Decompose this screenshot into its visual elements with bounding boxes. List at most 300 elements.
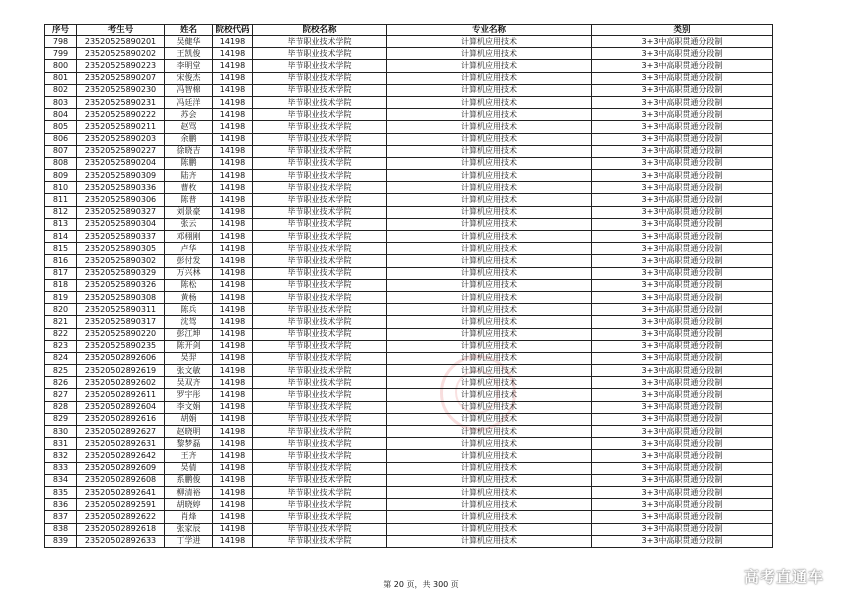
cell-name: 吴双齐 xyxy=(165,377,213,389)
cell-school-code: 14198 xyxy=(213,426,253,438)
cell-school-code: 14198 xyxy=(213,291,253,303)
cell-school-code: 14198 xyxy=(213,145,253,157)
table-row xyxy=(45,450,773,462)
cell-name: 彭江坤 xyxy=(165,328,213,340)
brand-watermark: 高考直通车 xyxy=(743,568,824,586)
cell-major-name: 计算机应用技术 xyxy=(387,352,592,364)
cell-major-name: 计算机应用技术 xyxy=(387,535,592,547)
cell-index: 823 xyxy=(45,340,77,352)
cell-school-name: 毕节职业技术学院 xyxy=(253,401,387,413)
table-row xyxy=(45,474,773,486)
cell-category: 3+3中高职贯通分段制 xyxy=(592,474,773,486)
table-row xyxy=(45,523,773,535)
cell-school-name: 毕节职业技术学院 xyxy=(253,243,387,255)
cell-index: 801 xyxy=(45,72,77,84)
cell-category: 3+3中高职贯通分段制 xyxy=(592,462,773,474)
cell-category: 3+3中高职贯通分段制 xyxy=(592,84,773,96)
cell-name: 吴健华 xyxy=(165,36,213,48)
cell-school-name: 毕节职业技术学院 xyxy=(253,157,387,169)
cell-name: 胡娟 xyxy=(165,413,213,425)
cell-category: 3+3中高职贯通分段制 xyxy=(592,36,773,48)
cell-exam-id: 23520502892606 xyxy=(77,352,165,364)
cell-index: 838 xyxy=(45,523,77,535)
cell-category: 3+3中高职贯通分段制 xyxy=(592,365,773,377)
cell-exam-id: 23520525890203 xyxy=(77,133,165,145)
cell-index: 828 xyxy=(45,401,77,413)
cell-exam-id: 23520525890223 xyxy=(77,60,165,72)
cell-major-name: 计算机应用技术 xyxy=(387,206,592,218)
cell-school-code: 14198 xyxy=(213,316,253,328)
cell-exam-id: 23520525890302 xyxy=(77,255,165,267)
cell-name: 冯智棉 xyxy=(165,84,213,96)
cell-major-name: 计算机应用技术 xyxy=(387,462,592,474)
cell-index: 830 xyxy=(45,426,77,438)
header-exam-id: 考生号 xyxy=(77,25,165,36)
cell-exam-id: 23520525890201 xyxy=(77,36,165,48)
cell-school-code: 14198 xyxy=(213,96,253,108)
table-row xyxy=(45,48,773,60)
cell-category: 3+3中高职贯通分段制 xyxy=(592,401,773,413)
cell-major-name: 计算机应用技术 xyxy=(387,36,592,48)
cell-school-name: 毕节职业技术学院 xyxy=(253,194,387,206)
cell-exam-id: 23520502892616 xyxy=(77,413,165,425)
table-row xyxy=(45,340,773,352)
cell-name: 李文娟 xyxy=(165,401,213,413)
cell-major-name: 计算机应用技术 xyxy=(387,426,592,438)
cell-exam-id: 23520525890204 xyxy=(77,157,165,169)
cell-school-name: 毕节职业技术学院 xyxy=(253,377,387,389)
cell-category: 3+3中高职贯通分段制 xyxy=(592,450,773,462)
cell-school-code: 14198 xyxy=(213,36,253,48)
cell-school-name: 毕节职业技术学院 xyxy=(253,255,387,267)
cell-category: 3+3中高职贯通分段制 xyxy=(592,438,773,450)
cell-school-code: 14198 xyxy=(213,170,253,182)
cell-school-code: 14198 xyxy=(213,109,253,121)
cell-exam-id: 23520502892611 xyxy=(77,389,165,401)
cell-school-code: 14198 xyxy=(213,84,253,96)
table-row xyxy=(45,413,773,425)
cell-exam-id: 23520502892619 xyxy=(77,365,165,377)
table-row xyxy=(45,535,773,547)
table-row xyxy=(45,170,773,182)
cell-school-name: 毕节职业技术学院 xyxy=(253,389,387,401)
table-row xyxy=(45,194,773,206)
cell-school-code: 14198 xyxy=(213,377,253,389)
cell-school-name: 毕节职业技术学院 xyxy=(253,291,387,303)
cell-school-name: 毕节职业技术学院 xyxy=(253,438,387,450)
cell-index: 835 xyxy=(45,486,77,498)
cell-school-name: 毕节职业技术学院 xyxy=(253,450,387,462)
cell-index: 806 xyxy=(45,133,77,145)
cell-major-name: 计算机应用技术 xyxy=(387,365,592,377)
cell-school-code: 14198 xyxy=(213,304,253,316)
cell-school-name: 毕节职业技术学院 xyxy=(253,304,387,316)
cell-school-code: 14198 xyxy=(213,486,253,498)
cell-school-code: 14198 xyxy=(213,60,253,72)
cell-school-code: 14198 xyxy=(213,340,253,352)
cell-index: 810 xyxy=(45,182,77,194)
cell-index: 839 xyxy=(45,535,77,547)
cell-category: 3+3中高职贯通分段制 xyxy=(592,218,773,230)
cell-name: 吴羿 xyxy=(165,352,213,364)
cell-category: 3+3中高职贯通分段制 xyxy=(592,231,773,243)
cell-index: 805 xyxy=(45,121,77,133)
cell-school-code: 14198 xyxy=(213,365,253,377)
table-row xyxy=(45,255,773,267)
cell-school-code: 14198 xyxy=(213,279,253,291)
cell-school-code: 14198 xyxy=(213,157,253,169)
cell-index: 802 xyxy=(45,84,77,96)
cell-school-name: 毕节职业技术学院 xyxy=(253,72,387,84)
cell-school-code: 14198 xyxy=(213,413,253,425)
cell-index: 826 xyxy=(45,377,77,389)
cell-category: 3+3中高职贯通分段制 xyxy=(592,72,773,84)
table-row xyxy=(45,304,773,316)
cell-major-name: 计算机应用技术 xyxy=(387,474,592,486)
cell-name: 宋俊杰 xyxy=(165,72,213,84)
cell-school-code: 14198 xyxy=(213,121,253,133)
cell-name: 张家辰 xyxy=(165,523,213,535)
cell-index: 812 xyxy=(45,206,77,218)
table-row xyxy=(45,36,773,48)
cell-category: 3+3中高职贯通分段制 xyxy=(592,267,773,279)
cell-name: 余鹏 xyxy=(165,133,213,145)
cell-major-name: 计算机应用技术 xyxy=(387,450,592,462)
cell-major-name: 计算机应用技术 xyxy=(387,267,592,279)
cell-index: 824 xyxy=(45,352,77,364)
cell-category: 3+3中高职贯通分段制 xyxy=(592,486,773,498)
cell-category: 3+3中高职贯通分段制 xyxy=(592,389,773,401)
cell-category: 3+3中高职贯通分段制 xyxy=(592,60,773,72)
cell-exam-id: 23520502892591 xyxy=(77,499,165,511)
cell-school-name: 毕节职业技术学院 xyxy=(253,316,387,328)
cell-name: 徐晓吉 xyxy=(165,145,213,157)
cell-exam-id: 23520525890231 xyxy=(77,96,165,108)
cell-school-code: 14198 xyxy=(213,206,253,218)
cell-major-name: 计算机应用技术 xyxy=(387,60,592,72)
cell-index: 816 xyxy=(45,255,77,267)
cell-index: 803 xyxy=(45,96,77,108)
cell-name: 肖烽 xyxy=(165,511,213,523)
cell-major-name: 计算机应用技术 xyxy=(387,328,592,340)
cell-index: 817 xyxy=(45,267,77,279)
cell-major-name: 计算机应用技术 xyxy=(387,157,592,169)
cell-school-code: 14198 xyxy=(213,535,253,547)
cell-major-name: 计算机应用技术 xyxy=(387,340,592,352)
cell-school-name: 毕节职业技术学院 xyxy=(253,231,387,243)
cell-school-name: 毕节职业技术学院 xyxy=(253,486,387,498)
cell-category: 3+3中高职贯通分段制 xyxy=(592,109,773,121)
cell-name: 陆齐 xyxy=(165,170,213,182)
cell-major-name: 计算机应用技术 xyxy=(387,84,592,96)
cell-exam-id: 23520525890222 xyxy=(77,109,165,121)
cell-category: 3+3中高职贯通分段制 xyxy=(592,523,773,535)
cell-category: 3+3中高职贯通分段制 xyxy=(592,96,773,108)
table-body xyxy=(45,36,773,548)
cell-major-name: 计算机应用技术 xyxy=(387,145,592,157)
cell-school-name: 毕节职业技术学院 xyxy=(253,340,387,352)
table-row xyxy=(45,316,773,328)
cell-index: 836 xyxy=(45,499,77,511)
cell-school-code: 14198 xyxy=(213,462,253,474)
cell-school-name: 毕节职业技术学院 xyxy=(253,511,387,523)
cell-school-code: 14198 xyxy=(213,450,253,462)
cell-category: 3+3中高职贯通分段制 xyxy=(592,145,773,157)
header-school-name: 院校名称 xyxy=(253,25,387,36)
cell-category: 3+3中高职贯通分段制 xyxy=(592,255,773,267)
cell-index: 832 xyxy=(45,450,77,462)
cell-school-code: 14198 xyxy=(213,194,253,206)
cell-exam-id: 23520525890336 xyxy=(77,182,165,194)
cell-index: 820 xyxy=(45,304,77,316)
cell-school-name: 毕节职业技术学院 xyxy=(253,267,387,279)
table-row xyxy=(45,352,773,364)
cell-major-name: 计算机应用技术 xyxy=(387,255,592,267)
cell-school-code: 14198 xyxy=(213,267,253,279)
cell-exam-id: 23520502892631 xyxy=(77,438,165,450)
cell-name: 王齐 xyxy=(165,450,213,462)
cell-name: 李明堂 xyxy=(165,60,213,72)
cell-school-code: 14198 xyxy=(213,438,253,450)
cell-major-name: 计算机应用技术 xyxy=(387,438,592,450)
cell-major-name: 计算机应用技术 xyxy=(387,194,592,206)
cell-school-code: 14198 xyxy=(213,48,253,60)
cell-category: 3+3中高职贯通分段制 xyxy=(592,413,773,425)
cell-school-name: 毕节职业技术学院 xyxy=(253,523,387,535)
cell-school-code: 14198 xyxy=(213,328,253,340)
header-name: 姓名 xyxy=(165,25,213,36)
cell-name: 陈开剑 xyxy=(165,340,213,352)
page-number: 第 20 页，共 300 页 xyxy=(383,580,459,589)
cell-index: 799 xyxy=(45,48,77,60)
table-row xyxy=(45,401,773,413)
cell-exam-id: 23520502892627 xyxy=(77,426,165,438)
cell-exam-id: 23520525890235 xyxy=(77,340,165,352)
cell-major-name: 计算机应用技术 xyxy=(387,389,592,401)
cell-category: 3+3中高职贯通分段制 xyxy=(592,511,773,523)
cell-exam-id: 23520525890304 xyxy=(77,218,165,230)
cell-school-name: 毕节职业技术学院 xyxy=(253,352,387,364)
table-row xyxy=(45,121,773,133)
cell-category: 3+3中高职贯通分段制 xyxy=(592,279,773,291)
cell-school-name: 毕节职业技术学院 xyxy=(253,84,387,96)
cell-name: 苏会 xyxy=(165,109,213,121)
cell-major-name: 计算机应用技术 xyxy=(387,401,592,413)
table-row xyxy=(45,145,773,157)
cell-school-name: 毕节职业技术学院 xyxy=(253,96,387,108)
table-row xyxy=(45,267,773,279)
cell-school-name: 毕节职业技术学院 xyxy=(253,60,387,72)
cell-index: 800 xyxy=(45,60,77,72)
cell-exam-id: 23520502892641 xyxy=(77,486,165,498)
cell-name: 陈兵 xyxy=(165,304,213,316)
table-row xyxy=(45,206,773,218)
cell-index: 834 xyxy=(45,474,77,486)
table-row xyxy=(45,486,773,498)
table-row xyxy=(45,243,773,255)
cell-name: 罗宇彤 xyxy=(165,389,213,401)
cell-exam-id: 23520525890327 xyxy=(77,206,165,218)
cell-major-name: 计算机应用技术 xyxy=(387,413,592,425)
cell-name: 张云 xyxy=(165,218,213,230)
table-row xyxy=(45,109,773,121)
cell-category: 3+3中高职贯通分段制 xyxy=(592,291,773,303)
cell-index: 831 xyxy=(45,438,77,450)
cell-exam-id: 23520525890230 xyxy=(77,84,165,96)
cell-major-name: 计算机应用技术 xyxy=(387,170,592,182)
cell-exam-id: 23520525890305 xyxy=(77,243,165,255)
cell-category: 3+3中高职贯通分段制 xyxy=(592,243,773,255)
cell-category: 3+3中高职贯通分段制 xyxy=(592,121,773,133)
cell-name: 刘景豪 xyxy=(165,206,213,218)
table-row xyxy=(45,218,773,230)
cell-major-name: 计算机应用技术 xyxy=(387,279,592,291)
cell-school-name: 毕节职业技术学院 xyxy=(253,279,387,291)
cell-exam-id: 23520525890311 xyxy=(77,304,165,316)
cell-school-code: 14198 xyxy=(213,72,253,84)
table-row xyxy=(45,291,773,303)
table-row xyxy=(45,96,773,108)
cell-exam-id: 23520502892602 xyxy=(77,377,165,389)
cell-category: 3+3中高职贯通分段制 xyxy=(592,535,773,547)
cell-category: 3+3中高职贯通分段制 xyxy=(592,133,773,145)
table-row xyxy=(45,438,773,450)
cell-school-code: 14198 xyxy=(213,511,253,523)
cell-school-name: 毕节职业技术学院 xyxy=(253,462,387,474)
header-major-name: 专业名称 xyxy=(387,25,592,36)
cell-exam-id: 23520502892642 xyxy=(77,450,165,462)
cell-category: 3+3中高职贯通分段制 xyxy=(592,157,773,169)
header-school-code: 院校代码 xyxy=(213,25,253,36)
table-row xyxy=(45,72,773,84)
cell-index: 818 xyxy=(45,279,77,291)
cell-category: 3+3中高职贯通分段制 xyxy=(592,304,773,316)
cell-exam-id: 23520525890337 xyxy=(77,231,165,243)
table-row xyxy=(45,231,773,243)
table-row xyxy=(45,377,773,389)
cell-category: 3+3中高职贯通分段制 xyxy=(592,48,773,60)
admission-table xyxy=(44,24,773,548)
cell-index: 822 xyxy=(45,328,77,340)
cell-school-name: 毕节职业技术学院 xyxy=(253,182,387,194)
cell-school-name: 毕节职业技术学院 xyxy=(253,426,387,438)
cell-major-name: 计算机应用技术 xyxy=(387,133,592,145)
cell-school-name: 毕节职业技术学院 xyxy=(253,109,387,121)
cell-major-name: 计算机应用技术 xyxy=(387,511,592,523)
cell-school-code: 14198 xyxy=(213,523,253,535)
table-row xyxy=(45,60,773,72)
cell-school-name: 毕节职业技术学院 xyxy=(253,48,387,60)
cell-school-name: 毕节职业技术学院 xyxy=(253,145,387,157)
cell-school-name: 毕节职业技术学院 xyxy=(253,133,387,145)
cell-index: 815 xyxy=(45,243,77,255)
cell-major-name: 计算机应用技术 xyxy=(387,109,592,121)
cell-category: 3+3中高职贯通分段制 xyxy=(592,340,773,352)
cell-name: 黎梦磊 xyxy=(165,438,213,450)
cell-exam-id: 23520525890227 xyxy=(77,145,165,157)
cell-name: 系鹏俊 xyxy=(165,474,213,486)
cell-exam-id: 23520525890326 xyxy=(77,279,165,291)
header-index: 序号 xyxy=(45,25,77,36)
cell-school-name: 毕节职业技术学院 xyxy=(253,535,387,547)
cell-category: 3+3中高职贯通分段制 xyxy=(592,182,773,194)
table-row xyxy=(45,499,773,511)
table-row xyxy=(45,426,773,438)
cell-index: 833 xyxy=(45,462,77,474)
table-row xyxy=(45,328,773,340)
cell-index: 819 xyxy=(45,291,77,303)
cell-school-name: 毕节职业技术学院 xyxy=(253,365,387,377)
cell-name: 赵骂 xyxy=(165,121,213,133)
cell-exam-id: 23520525890211 xyxy=(77,121,165,133)
cell-name: 陈鹏 xyxy=(165,157,213,169)
cell-exam-id: 23520525890309 xyxy=(77,170,165,182)
cell-name: 万兴林 xyxy=(165,267,213,279)
cell-exam-id: 23520525890202 xyxy=(77,48,165,60)
cell-index: 821 xyxy=(45,316,77,328)
cell-school-code: 14198 xyxy=(213,499,253,511)
cell-school-name: 毕节职业技术学院 xyxy=(253,474,387,486)
cell-name: 胡晓婷 xyxy=(165,499,213,511)
cell-exam-id: 23520502892609 xyxy=(77,462,165,474)
cell-category: 3+3中高职贯通分段制 xyxy=(592,499,773,511)
cell-school-code: 14198 xyxy=(213,243,253,255)
cell-major-name: 计算机应用技术 xyxy=(387,231,592,243)
cell-school-name: 毕节职业技术学院 xyxy=(253,121,387,133)
cell-index: 813 xyxy=(45,218,77,230)
cell-name: 赵晓明 xyxy=(165,426,213,438)
cell-major-name: 计算机应用技术 xyxy=(387,316,592,328)
cell-school-code: 14198 xyxy=(213,182,253,194)
cell-major-name: 计算机应用技术 xyxy=(387,121,592,133)
cell-name: 丁学进 xyxy=(165,535,213,547)
cell-school-code: 14198 xyxy=(213,218,253,230)
cell-category: 3+3中高职贯通分段制 xyxy=(592,377,773,389)
table-row xyxy=(45,511,773,523)
cell-name: 邓栩刚 xyxy=(165,231,213,243)
cell-index: 811 xyxy=(45,194,77,206)
cell-major-name: 计算机应用技术 xyxy=(387,291,592,303)
cell-category: 3+3中高职贯通分段制 xyxy=(592,194,773,206)
cell-major-name: 计算机应用技术 xyxy=(387,48,592,60)
cell-major-name: 计算机应用技术 xyxy=(387,499,592,511)
cell-name: 黄杨 xyxy=(165,291,213,303)
cell-index: 809 xyxy=(45,170,77,182)
cell-name: 陈松 xyxy=(165,279,213,291)
cell-index: 827 xyxy=(45,389,77,401)
cell-major-name: 计算机应用技术 xyxy=(387,182,592,194)
cell-school-name: 毕节职业技术学院 xyxy=(253,36,387,48)
cell-name: 卢华 xyxy=(165,243,213,255)
cell-exam-id: 23520525890207 xyxy=(77,72,165,84)
cell-index: 808 xyxy=(45,157,77,169)
cell-name: 王凯俊 xyxy=(165,48,213,60)
cell-school-code: 14198 xyxy=(213,389,253,401)
cell-name: 吴倩 xyxy=(165,462,213,474)
cell-index: 814 xyxy=(45,231,77,243)
cell-exam-id: 23520502892622 xyxy=(77,511,165,523)
cell-index: 829 xyxy=(45,413,77,425)
cell-major-name: 计算机应用技术 xyxy=(387,486,592,498)
table-row xyxy=(45,157,773,169)
cell-category: 3+3中高职贯通分段制 xyxy=(592,426,773,438)
cell-exam-id: 23520525890317 xyxy=(77,316,165,328)
table-header-row xyxy=(45,25,773,36)
cell-major-name: 计算机应用技术 xyxy=(387,523,592,535)
cell-name: 曹枚 xyxy=(165,182,213,194)
cell-school-name: 毕节职业技术学院 xyxy=(253,413,387,425)
cell-category: 3+3中高职贯通分段制 xyxy=(592,170,773,182)
